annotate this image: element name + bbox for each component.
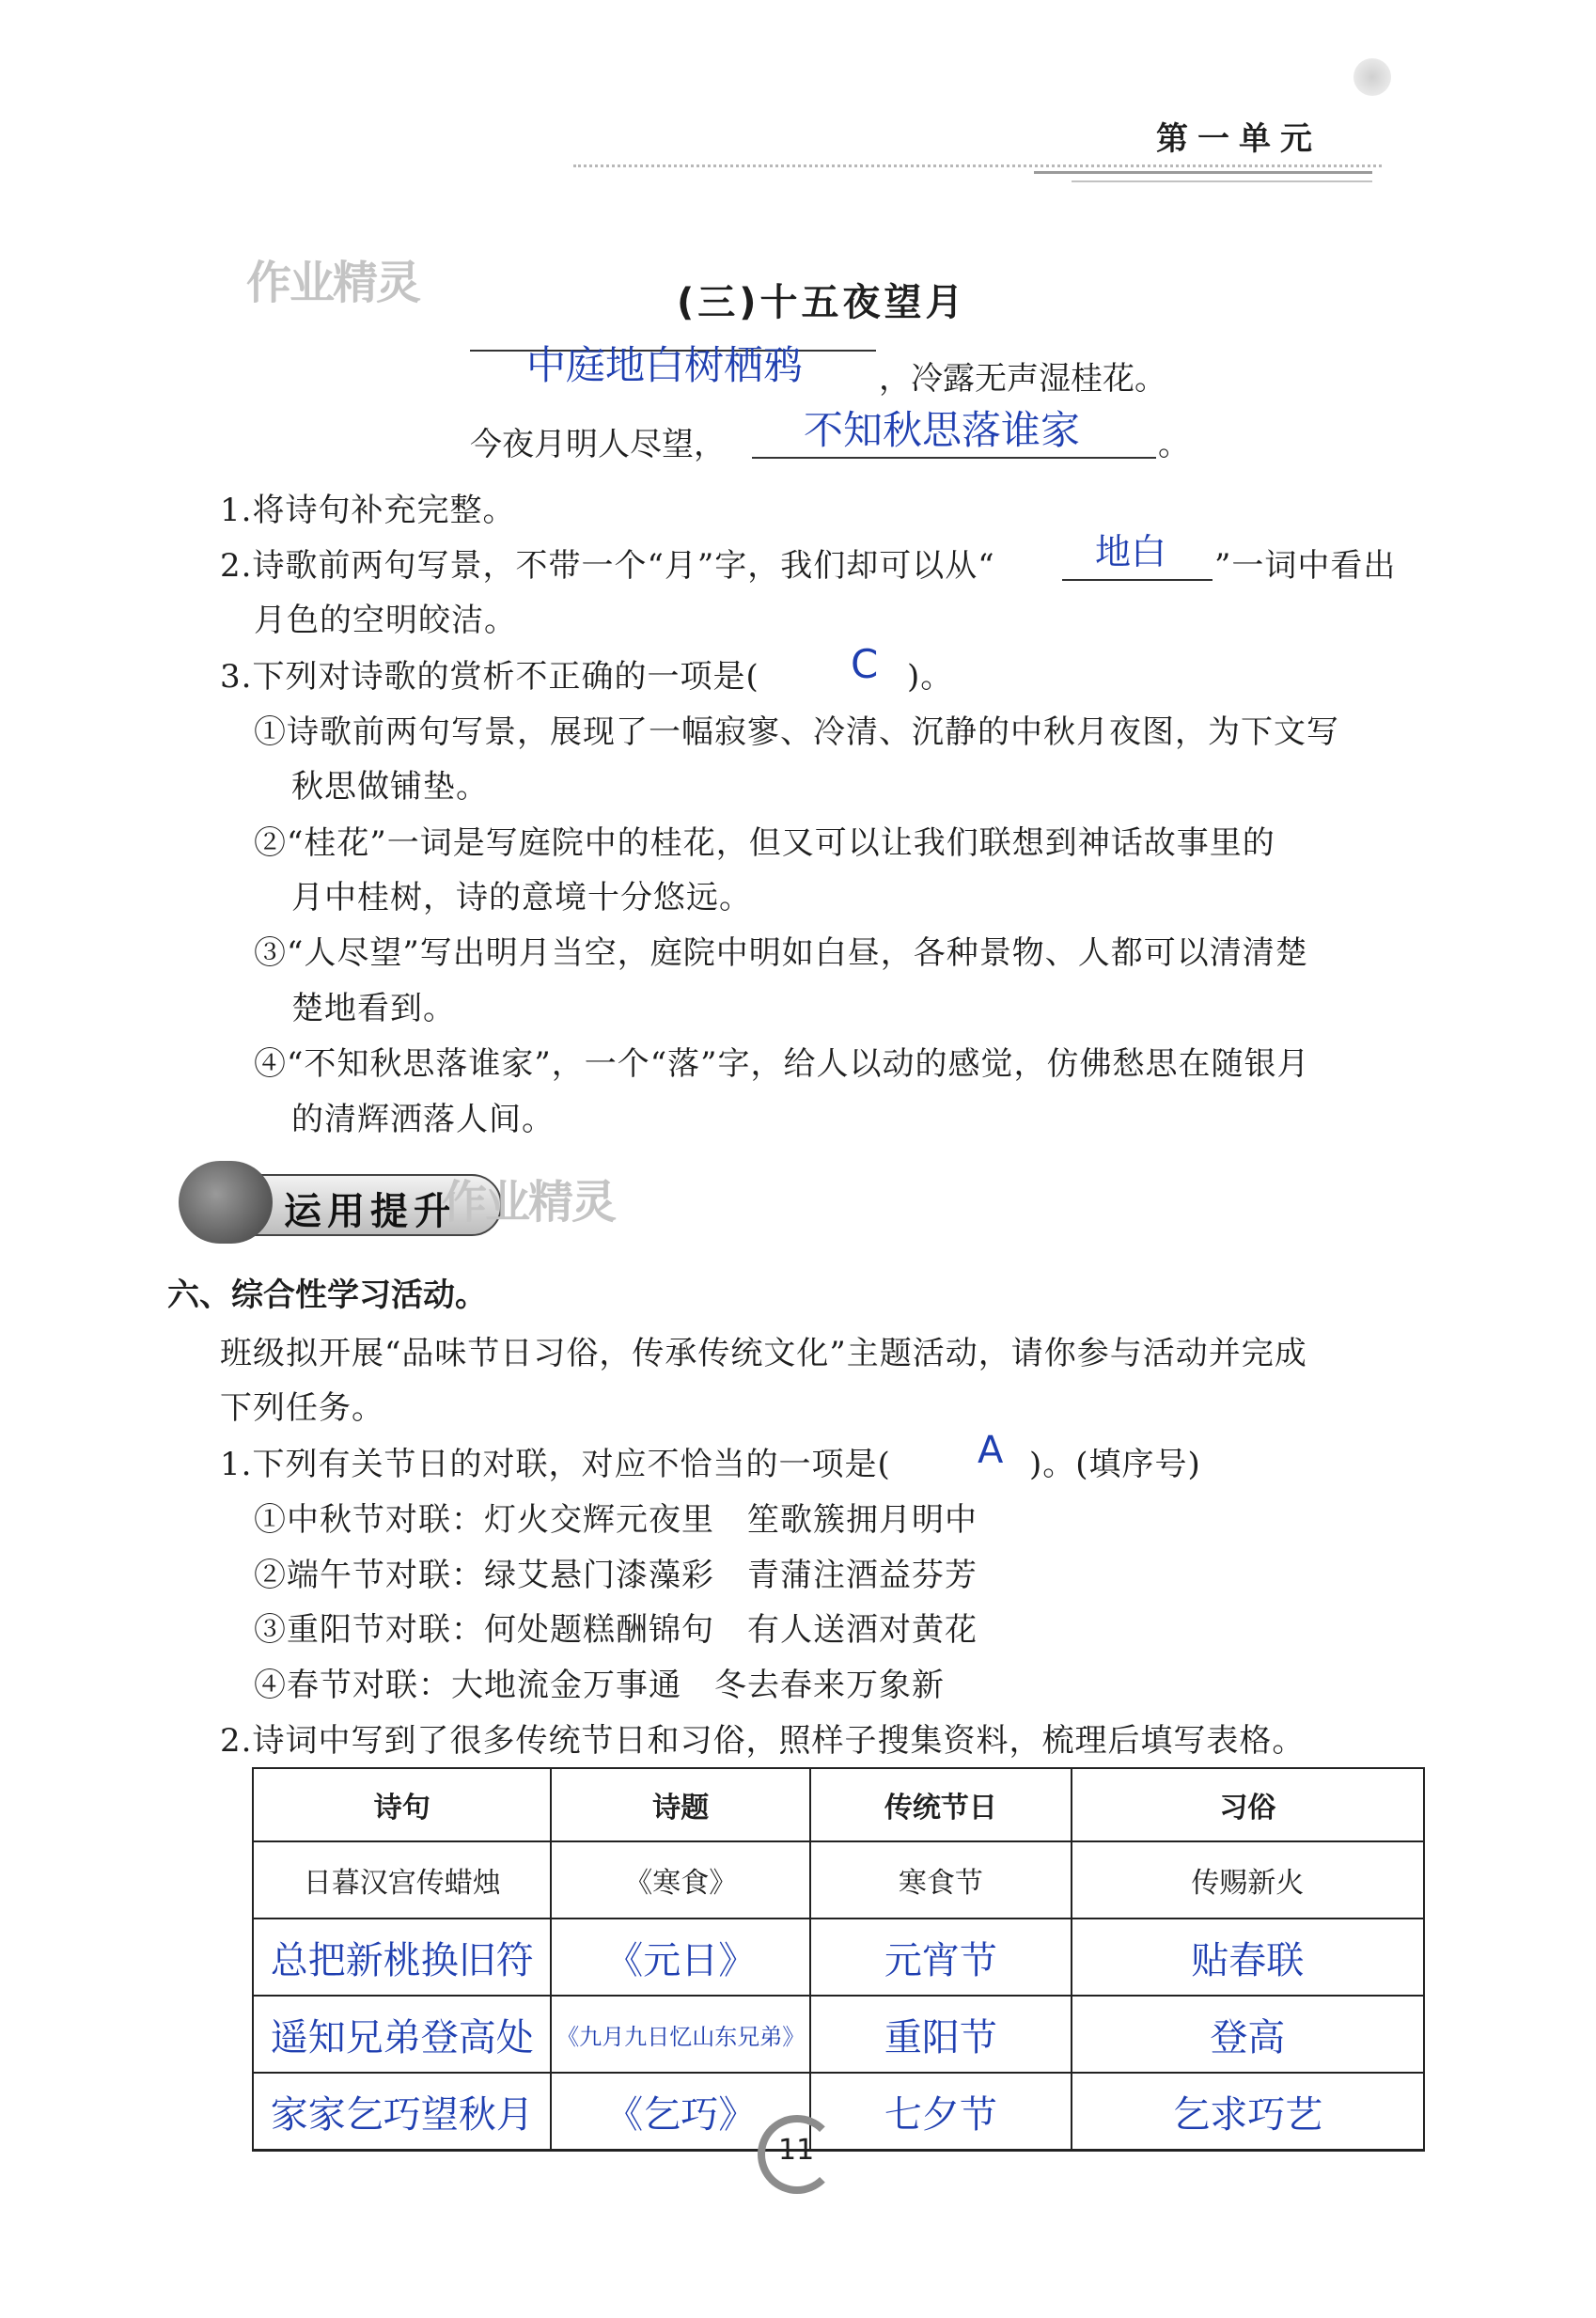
- table-cell-answer: 《元日》: [551, 1919, 810, 1996]
- option-2-line-b: 月中桂树，诗的意境十分悠远。: [291, 879, 752, 916]
- section-6-title: 六、综合性学习活动。: [167, 1276, 487, 1314]
- table-cell: 《寒食》: [551, 1841, 810, 1919]
- header-dotted-rule: [573, 164, 1382, 167]
- option-2-line-a: ②“桂花”一词是写庭院中的桂花，但又可以让我们联想到神话故事里的: [254, 824, 1275, 862]
- answer-blank-q2: [1062, 579, 1213, 581]
- table-cell-answer: 遥知兄弟登高处: [253, 1996, 551, 2073]
- table-cell-answer: 重阳节: [810, 1996, 1072, 2073]
- corner-decoration: [1353, 58, 1391, 96]
- unit-title: 第一单元: [1156, 120, 1322, 158]
- table-cell-answer: 贴春联: [1072, 1919, 1424, 1996]
- s6-option-3: ③重阳节对联：何处题糕酬锦句 有人送酒对黄花: [254, 1611, 978, 1649]
- question-2-pre: 2.诗歌前两句写景，不带一个“月”字，我们却可以从“: [220, 547, 995, 585]
- table-cell: 日暮汉宫传蜡烛: [253, 1841, 551, 1919]
- s6-question-1-pre: 1.下列有关节日的对联，对应不恰当的一项是(: [220, 1446, 891, 1483]
- table-row: [253, 1996, 1424, 2073]
- poem-title: (三)十五夜望月: [677, 281, 967, 324]
- option-4-line-b: 的清辉洒落人间。: [291, 1101, 555, 1138]
- table-header-row: [253, 1768, 1424, 1841]
- page-number: 11: [778, 2134, 815, 2167]
- s6-option-4: ④春节对联：大地流金万事通 冬去春来万象新: [254, 1667, 945, 1704]
- table-header-cell: 习俗: [1072, 1768, 1424, 1841]
- answer-q3: C: [851, 641, 879, 687]
- table-cell: 寒食节: [810, 1841, 1072, 1919]
- option-3-line-a: ③“人尽望”写出明月当空，庭院中明如白昼，各种景物、人都可以清清楚: [254, 934, 1308, 972]
- table-row: [253, 1919, 1424, 1996]
- poem-line2-start: 今夜月明人尽望，: [470, 426, 726, 463]
- table-header-cell: 诗题: [551, 1768, 810, 1841]
- watermark-2: 作业精灵: [442, 1176, 616, 1229]
- question-1: 1.将诗句补充完整。: [220, 492, 516, 529]
- header-rule-secondary: [1072, 180, 1372, 182]
- question-2-cont: 月色的空明皎洁。: [254, 602, 517, 639]
- answer-line1: 中庭地白树栖鸦: [526, 342, 804, 388]
- s6-question-1-post: )。(填序号): [1029, 1446, 1201, 1483]
- table-cell-answer: 《乞巧》: [551, 2073, 810, 2151]
- watermark: 作业精灵: [246, 257, 420, 309]
- banner-label: 运用提升: [284, 1190, 457, 1233]
- poem-line1-rest: ，冷露无声湿桂花。: [879, 360, 1166, 398]
- banner-emblem-icon: [179, 1161, 273, 1244]
- question-3-post: )。: [907, 658, 954, 696]
- festival-table: [252, 1767, 1425, 2152]
- page-number-badge: [758, 2115, 844, 2194]
- table-header-cell: 诗句: [253, 1768, 551, 1841]
- s6-option-1: ①中秋节对联：灯火交辉元夜里 笙歌簇拥月明中: [254, 1501, 978, 1539]
- table-header-cell: 传统节日: [810, 1768, 1072, 1841]
- table-row: [253, 1841, 1424, 1919]
- table-cell-answer: 总把新桃换旧符: [253, 1919, 551, 1996]
- table-cell-answer: 元宵节: [810, 1919, 1072, 1996]
- answer-blank-line2: [752, 457, 1156, 459]
- table-cell-answer: 《九月九日忆山东兄弟》: [551, 1996, 810, 2073]
- question-3-pre: 3.下列对诗歌的赏析不正确的一项是(: [220, 658, 759, 696]
- table-cell-answer: 登高: [1072, 1996, 1424, 2073]
- s6-answer-q1: A: [978, 1429, 1004, 1472]
- table-cell-answer: 乞求巧艺: [1072, 2073, 1424, 2151]
- section-6-intro-b: 下列任务。: [220, 1389, 384, 1427]
- answer-line2: 不知秋思落谁家: [804, 407, 1081, 453]
- s6-question-2: 2.诗词中写到了很多传统节日和习俗，照样子搜集资料，梳理后填写表格。: [220, 1722, 1306, 1760]
- poem-line2-end: 。: [1158, 426, 1190, 463]
- table-cell-answer: 七夕节: [810, 2073, 1072, 2151]
- question-2-post: ”一词中看出: [1214, 547, 1397, 585]
- option-4-line-a: ④“不知秋思落谁家”，一个“落”字，给人以动的感觉，仿佛愁思在随银月: [254, 1045, 1310, 1083]
- s6-option-2: ②端午节对联：绿艾悬门漆藻彩 青蒲注酒益芬芳: [254, 1557, 978, 1594]
- option-3-line-b: 楚地看到。: [291, 990, 456, 1027]
- option-1-line-a: ①诗歌前两句写景，展现了一幅寂寥、冷清、沉静的中秋月夜图，为下文写: [254, 713, 1339, 751]
- option-1-line-b: 秋思做铺垫。: [291, 768, 489, 806]
- table-cell-answer: 家家乞巧望秋月: [253, 2073, 551, 2151]
- answer-q2: 地白: [1095, 531, 1167, 572]
- section-6-intro-a: 班级拟开展“品味节日习俗，传承传统文化”主题活动，请你参与活动并完成: [220, 1335, 1307, 1372]
- header-rule: [1034, 171, 1372, 174]
- table-cell: 传赐新火: [1072, 1841, 1424, 1919]
